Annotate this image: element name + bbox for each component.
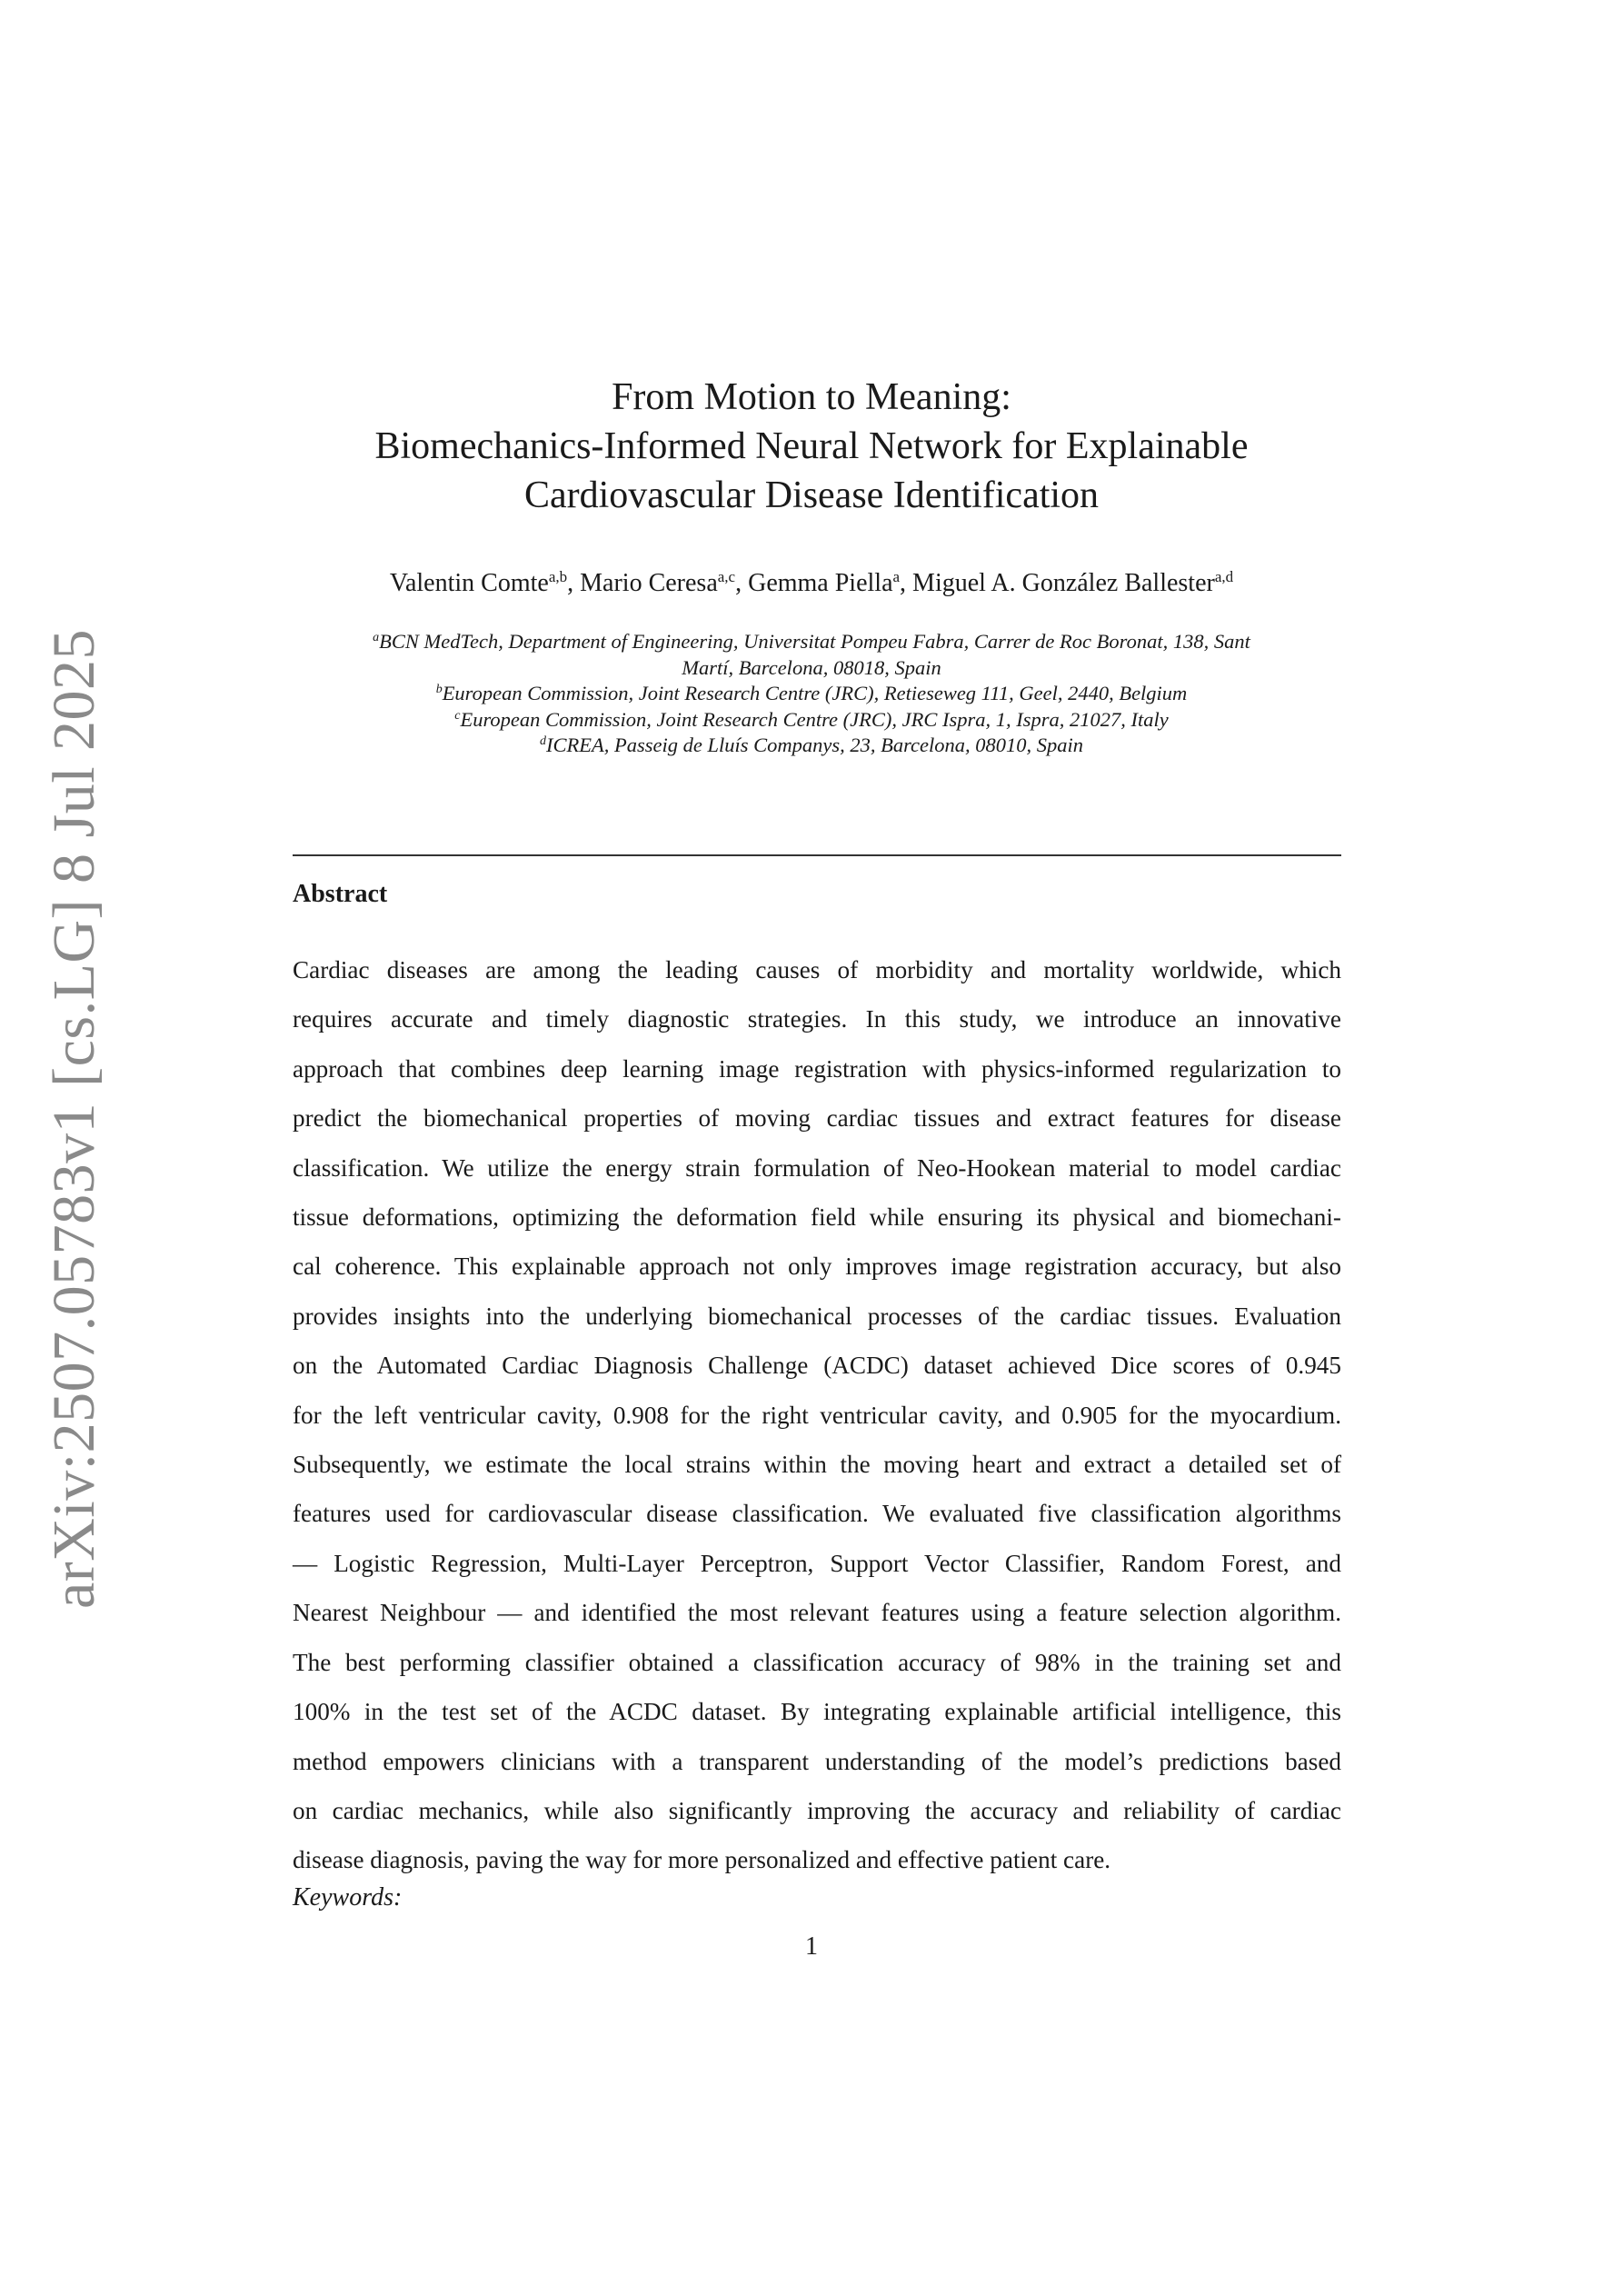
abstract-line: method empowers clinicians with a transparent understanding of the model’s predictions based	[293, 1747, 1341, 1775]
author-separator: ,	[735, 569, 749, 597]
affiliation-text: European Commission, Joint Research Centre (JRC), JRC Ispra, 1, Ispra, 21027, Italy	[460, 707, 1169, 731]
author-name: Gemma Piella	[748, 569, 893, 597]
author-affiliation-marker: a,c	[717, 568, 736, 585]
abstract-line: for the left ventricular cavity, 0.908 for the right ventricular cavity, and 0.905 for the myocardium.	[293, 1401, 1341, 1429]
title-line-3: Cardiovascular Disease Identification	[523, 474, 1100, 516]
author-affiliation-marker: a,b	[548, 568, 568, 585]
affiliation-b	[327, 681, 1296, 707]
author-separator: ,	[900, 569, 913, 597]
abstract-line: 100% in the test set of the ACDC dataset. By integrating explainable artificial intelligence, this	[293, 1698, 1341, 1726]
affiliation-text: BCN MedTech, Department of Engineering, Universitat Pompeu Fabra, Carrer de Roc Boronat, 138, Sant	[379, 630, 1250, 653]
paper-title	[0, 373, 1623, 520]
abstract-line: — Logistic Regression, Multi-Layer Perceptron, Support Vector Classifier, Random Forest, and	[293, 1549, 1341, 1577]
affiliation-marker: a	[373, 631, 380, 644]
author-name: Miguel A. González Ballester	[912, 569, 1215, 597]
abstract-divider	[293, 854, 1341, 856]
abstract-line: Nearest Neighbour — and identified the most relevant features using a feature selection algorithm.	[293, 1599, 1341, 1627]
abstract-line: features used for cardiovascular disease classification. We evaluated five classification algorithms	[293, 1500, 1341, 1528]
author-name: Mario Ceresa	[580, 569, 718, 597]
abstract-line: provides insights into the underlying biomechanical processes of the cardiac tissues. Evaluation	[293, 1302, 1341, 1330]
title-line-1: From Motion to Meaning:	[612, 376, 1011, 418]
abstract-heading: Abstract	[293, 880, 388, 908]
page-number: 1	[805, 1932, 818, 1961]
abstract-line: tissue deformations, optimizing the deformation field while ensuring its physical and biomechani-	[293, 1203, 1341, 1232]
author-separator: ,	[567, 569, 581, 597]
author-affiliation-marker: a	[892, 568, 901, 585]
affiliation-marker: d	[540, 734, 546, 748]
abstract-body	[293, 945, 1341, 1885]
abstract-line: predict the biomechanical properties of moving cardiac tissues and extract features for disease	[293, 1104, 1341, 1133]
author-name: Valentin Comte	[389, 569, 549, 597]
abstract-line: disease diagnosis, paving the way for more personalized and effective patient care.	[293, 1846, 1111, 1874]
affiliation-d	[327, 733, 1296, 759]
abstract-line: The best performing classifier obtained a classification accuracy of 98% in the training set and	[293, 1648, 1341, 1676]
affiliation-a	[327, 629, 1296, 655]
abstract-line: requires accurate and timely diagnostic strategies. In this study, we introduce an innovative	[293, 1005, 1341, 1033]
abstract-line: on cardiac mechanics, while also significantly improving the accuracy and reliability of cardiac	[293, 1796, 1341, 1824]
abstract-line: cal coherence. This explainable approach not only improves image registration accuracy, but also	[293, 1253, 1341, 1281]
abstract-line: Subsequently, we estimate the local strains within the moving heart and extract a detailed set of	[293, 1451, 1341, 1479]
author-affiliation-marker: a,d	[1214, 568, 1234, 585]
affiliation-a-continued: Martí, Barcelona, 08018, Spain	[682, 655, 941, 679]
affiliation-list	[327, 629, 1296, 759]
arxiv-identifier-stamp[interactable]: arXiv:2507.05783v1 [cs.LG] 8 Jul 2025	[41, 628, 107, 1609]
keywords-label: Keywords:	[293, 1883, 403, 1912]
affiliation-marker: b	[435, 683, 443, 696]
title-line-2: Biomechanics-Informed Neural Network for Explainable	[374, 425, 1249, 467]
affiliation-c	[327, 707, 1296, 734]
abstract-line: approach that combines deep learning image registration with physics-informed regularization to	[293, 1054, 1341, 1083]
affiliation-marker: c	[454, 708, 461, 723]
affiliation-text: ICREA, Passeig de Lluís Companys, 23, Barcelona, 08010, Spain	[546, 734, 1083, 756]
abstract-line: classification. We utilize the energy strain formulation of Neo-Hookean material to model cardiac	[293, 1153, 1341, 1182]
affiliation-text: European Commission, Joint Research Centre (JRC), Retieseweg 111, Geel, 2440, Belgium	[442, 682, 1188, 704]
author-list	[0, 567, 1623, 600]
abstract-line: Cardiac diseases are among the leading causes of morbidity and mortality worldwide, which	[293, 956, 1341, 983]
abstract-line: on the Automated Cardiac Diagnosis Challenge (ACDC) dataset achieved Dice scores of 0.945	[293, 1352, 1341, 1380]
